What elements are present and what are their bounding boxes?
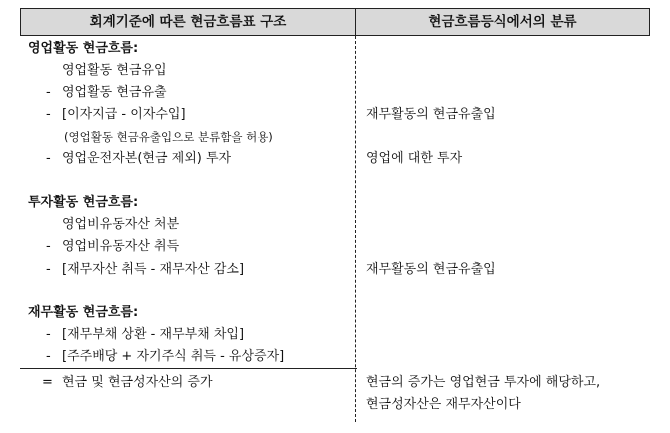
class-financing-flow-1: 재무활동의 현금유출입 — [366, 107, 496, 122]
section-title-investing: 투자활동 현금흐름: — [28, 195, 139, 210]
section-title-operating: 영업활동 현금흐름: — [28, 41, 139, 56]
class-financing-flow-2: 재무활동의 현금유출입 — [366, 262, 496, 277]
row-dash: - — [46, 107, 51, 122]
header-right: 현금흐름등식에서의 분류 — [428, 14, 577, 30]
row-noncurrent-disposal: 영업비유동자산 처분 — [62, 217, 180, 232]
row-equals: = — [42, 375, 53, 390]
row-working-capital: 영업운전자본(현금 제외) 투자 — [62, 151, 232, 166]
column-divider — [355, 36, 356, 422]
row-cash-increase: 현금 및 현금성자산의 증가 — [62, 375, 213, 390]
row-dash: - — [46, 327, 51, 342]
row-dash: - — [46, 349, 51, 364]
row-operating-inflow: 영업활동 현금유입 — [62, 63, 167, 78]
row-dash: - — [46, 239, 51, 254]
row-financial-assets: [재무자산 취득 - 재무자산 감소] — [62, 262, 245, 277]
row-operating-outflow: 영업활동 현금유출 — [62, 85, 167, 100]
total-divider — [20, 368, 357, 369]
row-equity-transactions: [주주배당 + 자기주식 취득 - 유상증자] — [62, 349, 285, 364]
row-dash: - — [46, 85, 51, 100]
row-noncurrent-acquisition: 영업비유동자산 취득 — [62, 239, 180, 254]
section-title-financing: 재무활동 현금흐름: — [28, 305, 139, 320]
class-operating-investment: 영업에 대한 투자 — [366, 151, 463, 166]
row-financial-liabilities: [재무부채 상환 - 재무부채 차입] — [62, 327, 245, 342]
row-dash: - — [46, 151, 51, 166]
cash-flow-table — [20, 0, 650, 433]
row-dash: - — [46, 262, 51, 277]
header-left: 회계기준에 따른 현금흐름표 구조 — [21, 9, 356, 35]
class-cash-note-2: 현금성자산은 재무자산이다 — [366, 397, 521, 412]
class-cash-note-1: 현금의 증가는 영업현금 투자에 해당하고, — [366, 375, 601, 390]
row-interest-net: [이자지급 - 이자수입] — [62, 107, 186, 122]
table-header — [20, 8, 650, 36]
row-interest-note: (영업활동 현금유출입으로 분류함을 허용) — [64, 130, 273, 144]
